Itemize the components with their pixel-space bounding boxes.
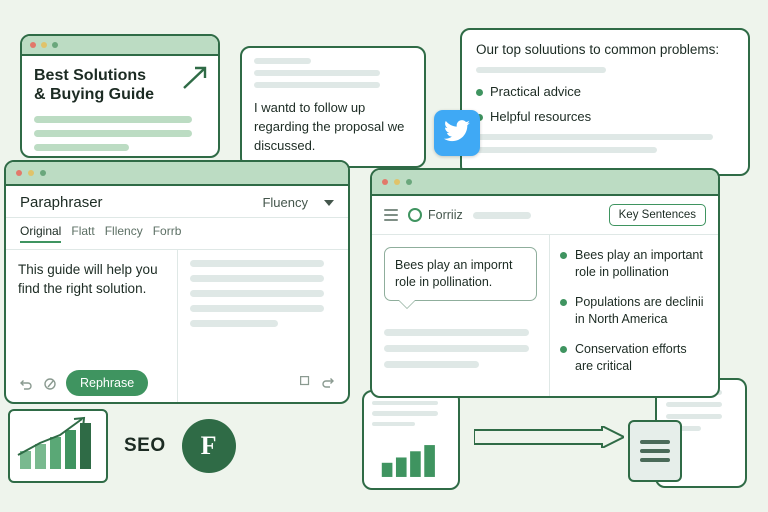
window-paraphraser[interactable] [4,160,350,404]
source-text-pane[interactable] [6,250,178,402]
tab-flatt[interactable]: Flatt [71,224,95,238]
window-proposal-note[interactable] [240,46,426,168]
seo-block [8,404,268,488]
list-item-label: Populations are declinii in North America [575,295,704,326]
bullet-icon [476,89,483,96]
tab-fluency[interactable]: Fllency [104,224,143,238]
forniz-summary-pane[interactable] [550,235,718,398]
list-item [476,84,734,100]
window-forniz-summarizer[interactable] [370,168,720,398]
placeholder-line [473,212,531,219]
seo-label: SEO [124,435,166,456]
proposal-text: I wantd to follow up regarding the proposal we discussed. [254,100,405,153]
maximize-icon[interactable] [52,42,58,48]
tab-original[interactable]: Original [20,224,61,243]
mode-label: Fluency [262,195,308,210]
title-line-1: Best Solutions [34,67,147,84]
minimize-icon[interactable] [28,170,34,176]
forniz-source-pane[interactable] [372,235,550,398]
right-arrow-icon [474,426,624,448]
f-logo-badge[interactable] [182,419,236,473]
paraphraser-panes [6,250,348,402]
maximize-icon[interactable] [40,170,46,176]
placeholder-lines [254,58,412,88]
copy-icon[interactable] [298,374,312,388]
quote-bubble: Bees play an impornt role in pollination. [384,247,537,301]
bar-chart-icon [372,438,450,479]
paraphraser-toolbar [6,186,348,218]
undo-icon[interactable] [18,376,34,392]
bullet-icon [560,299,567,306]
window-analytics-card[interactable] [362,390,460,490]
brand [408,208,463,222]
right-pane-footer-icons [298,374,336,390]
rephrase-button-wrap [66,370,148,396]
tab-formal[interactable]: Forrb [152,224,182,238]
logo-icon [408,208,422,222]
window-top-solutions[interactable] [460,28,750,176]
analytics-inner [364,392,458,488]
list-item-label: Helpful resources [490,109,592,124]
twitter-bird-icon [444,120,470,147]
bullet-icon [560,252,567,259]
key-sentences-button[interactable]: Key Sentences [609,204,706,226]
output-pane[interactable] [178,250,348,402]
window-best-solutions-guide[interactable] [20,34,220,158]
placeholder-lines [384,329,537,368]
minimize-icon[interactable] [41,42,47,48]
list-item [560,341,708,375]
close-icon[interactable] [382,179,388,185]
minimize-icon[interactable] [394,179,400,185]
edit-icon[interactable] [42,376,58,392]
app-title: Paraphraser [20,194,103,211]
list-item-label: Practical advice [490,84,582,99]
bar-chart-growth-icon [8,409,108,483]
maximize-icon[interactable] [406,179,412,185]
growth-arrow-icon [180,62,210,97]
window-titlebar [22,36,218,56]
hamburger-icon[interactable] [384,209,398,221]
f-logo-letter: F [200,431,217,460]
paraphraser-tabs [6,218,348,250]
window-titlebar [6,162,348,186]
placeholder-lines [34,116,206,151]
forniz-panes [372,235,718,398]
close-icon[interactable] [30,42,36,48]
placeholder-lines [476,134,734,153]
chevron-down-icon[interactable] [324,200,334,206]
list-item [560,247,708,281]
window-titlebar [372,170,718,196]
list-item-label: Bees play an important role in pollination [575,248,703,279]
solutions-heading: Our top soluutions to common problems: [476,42,720,57]
twitter-badge[interactable] [434,110,480,156]
list-item-label: Conservation efforts are critical [575,342,687,373]
bullet-icon [560,346,567,353]
solutions-list [476,84,734,125]
guide-body [22,56,218,151]
rephrase-button[interactable]: Rephrase [66,370,148,396]
mode-selector[interactable] [262,195,334,210]
list-item [476,109,734,125]
close-icon[interactable] [16,170,22,176]
title-line-2: & Buying Guide [34,86,154,103]
summary-bullets [560,247,708,375]
forniz-toolbar [372,196,718,235]
source-text: This guide will help you find the right solution. [18,262,158,296]
document-icon[interactable] [628,420,682,482]
list-item [560,294,708,328]
redo-icon[interactable] [320,374,336,390]
left-pane-footer-icons [18,376,58,392]
placeholder-line [476,67,606,73]
brand-label: Forriiz [428,208,463,222]
